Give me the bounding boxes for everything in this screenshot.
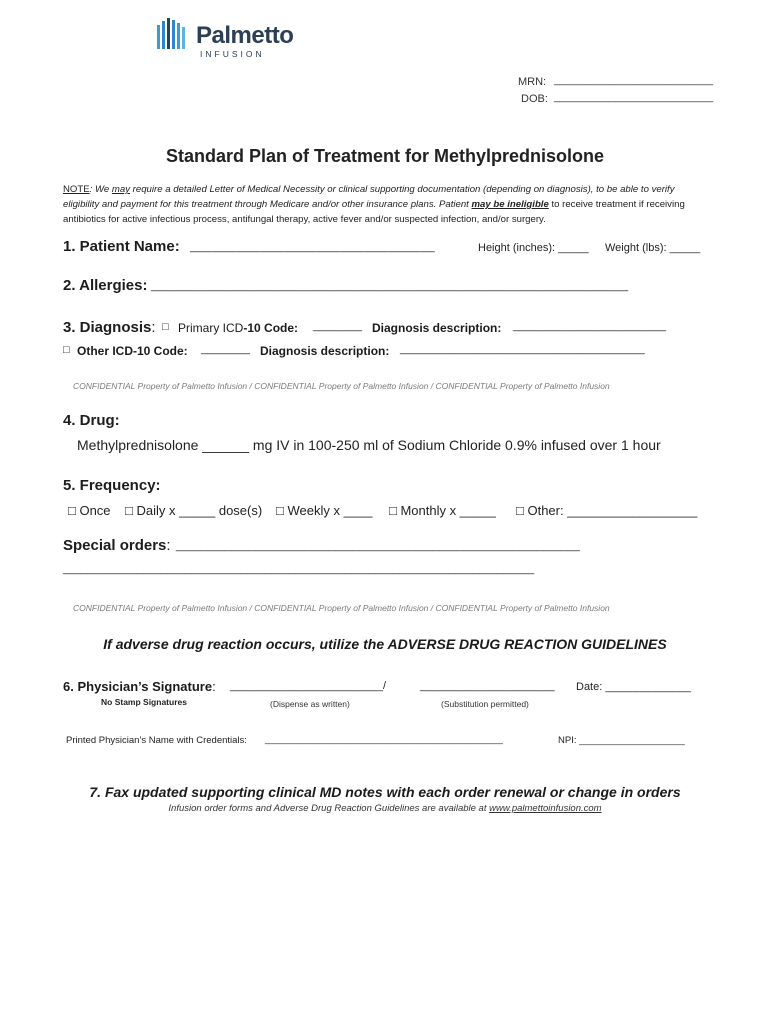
diagnosis-label: 3. Diagnosis: <box>63 319 156 336</box>
patient-name-label: 1. Patient Name: <box>63 238 180 255</box>
frequency-monthly[interactable]: □ Monthly x _____ <box>389 503 496 518</box>
note-may: may <box>111 184 130 195</box>
height-field[interactable]: Height (inches): _____ <box>478 242 589 254</box>
signature-date-field[interactable]: Date: ______________ <box>576 681 691 693</box>
signature-dispense-field[interactable]: _________________________/ <box>230 680 386 692</box>
page-title: Standard Plan of Treatment for Methylprednisolone <box>165 146 605 166</box>
note-text-1: : We <box>89 184 112 195</box>
weight-field[interactable]: Weight (lbs): _____ <box>605 242 701 254</box>
mrn-field[interactable]: __________________________ <box>554 74 714 86</box>
printed-name-label: Printed Physician’s Name with Credentials: <box>66 735 247 746</box>
other-diagnosis-desc-field[interactable]: ________________________________________ <box>400 343 645 355</box>
no-stamp-note: No Stamp Signatures <box>101 697 187 707</box>
note-label: NOTE <box>63 184 90 195</box>
logo-wordmark: Palmetto <box>196 22 294 49</box>
frequency-weekly[interactable]: □ Weekly x ____ <box>276 503 373 518</box>
weekly-checkbox[interactable]: □ <box>276 503 288 518</box>
primary-diagnosis-desc-field[interactable]: _________________________ <box>513 320 666 332</box>
frequency-other[interactable]: □ Other: __________________ <box>516 503 698 518</box>
printed-name-field[interactable]: _____________________________________________ <box>265 734 503 745</box>
special-orders-field-2[interactable]: _____________________________________________________________________________ <box>63 563 535 575</box>
allergies-field[interactable]: ______________________________________________________________________________ <box>151 280 629 292</box>
note-text-2: require a detailed Letter of Medical Necessity or clinical supporting documentation (depending on diagnosis), to be able to verify eligibility and payment for this treatment through Medicare and/or other insurance plans. Patient <box>63 184 675 210</box>
primary-icd-checkbox[interactable]: □ <box>162 321 169 333</box>
monthly-checkbox[interactable]: □ <box>389 503 401 518</box>
substitution-caption: (Substitution permitted) <box>441 699 529 709</box>
drug-text: Methylprednisolone ______ mg IV in 100-250 ml of Sodium Chloride 0.9% infused over 1 hour <box>77 437 661 453</box>
once-checkbox[interactable]: □ <box>68 503 80 518</box>
dob-field[interactable]: __________________________ <box>554 91 714 103</box>
frequency-daily[interactable]: □ Daily x _____ dose(s) <box>125 503 263 518</box>
mrn-label: MRN: <box>518 76 547 88</box>
primary-icd-field[interactable]: ________ <box>313 320 362 332</box>
confidential-watermark-1: CONFIDENTIAL Property of Palmetto Infusion / CONFIDENTIAL Property of Palmetto Infusion / CONFIDENTIAL Property of Palmetto Infusion <box>73 381 610 391</box>
primary-icd-label: Primary ICD-10 Code: <box>178 321 299 335</box>
npi-field[interactable]: NPI: ____________________ <box>558 735 685 746</box>
confidential-watermark-2: CONFIDENTIAL Property of Palmetto Infusion / CONFIDENTIAL Property of Palmetto Infusion / CONFIDENTIAL Property of Palmetto Infusion <box>73 603 610 613</box>
allergies-label: 2. Allergies: <box>63 277 148 294</box>
dob-label: DOB: <box>521 93 548 105</box>
other-checkbox[interactable]: □ <box>516 503 528 518</box>
other-diagnosis-desc-label: Diagnosis description: <box>260 344 390 358</box>
fax-instruction: 7. Fax updated supporting clinical MD notes with each order renewal or change in orders <box>89 784 681 800</box>
logo-subtitle: INFUSION <box>200 49 265 59</box>
note-paragraph <box>63 182 713 227</box>
frequency-label: 5. Frequency: <box>63 477 161 494</box>
drug-label: 4. Drug: <box>63 412 120 429</box>
dispense-caption: (Dispense as written) <box>270 699 350 709</box>
signature-label: 6. Physician’s Signature: <box>63 679 216 694</box>
frequency-once[interactable]: □ Once <box>68 503 111 518</box>
primary-diagnosis-desc-label: Diagnosis description: <box>372 321 502 335</box>
other-icd-checkbox[interactable]: □ <box>63 344 70 356</box>
signature-substitution-field[interactable]: ______________________ <box>420 680 555 692</box>
special-orders-label: Special orders: <box>63 537 171 554</box>
footer-note: Infusion order forms and Adverse Drug Reaction Guidelines are available at www.palmettoinfusion.com <box>168 803 602 814</box>
palmetto-logo-icon <box>156 17 188 53</box>
patient-name-field[interactable]: ________________________________________ <box>190 241 435 253</box>
note-text-3: to receive treatment if receiving antibiotics for active infectious process, antifungal therapy, active fever and/or suspected infection, and/or surgery. <box>63 199 685 225</box>
other-icd-label: Other ICD-10 Code: <box>77 344 188 358</box>
daily-checkbox[interactable]: □ <box>125 503 137 518</box>
other-icd-field[interactable]: ________ <box>201 343 250 355</box>
adverse-reaction-notice: If adverse drug reaction occurs, utilize the ADVERSE DRUG REACTION GUIDELINES <box>103 636 667 652</box>
note-ineligible: may be ineligible <box>471 199 549 210</box>
website-link[interactable]: www.palmettoinfusion.com <box>489 803 602 814</box>
special-orders-field[interactable]: __________________________________________________________________ <box>176 540 580 552</box>
